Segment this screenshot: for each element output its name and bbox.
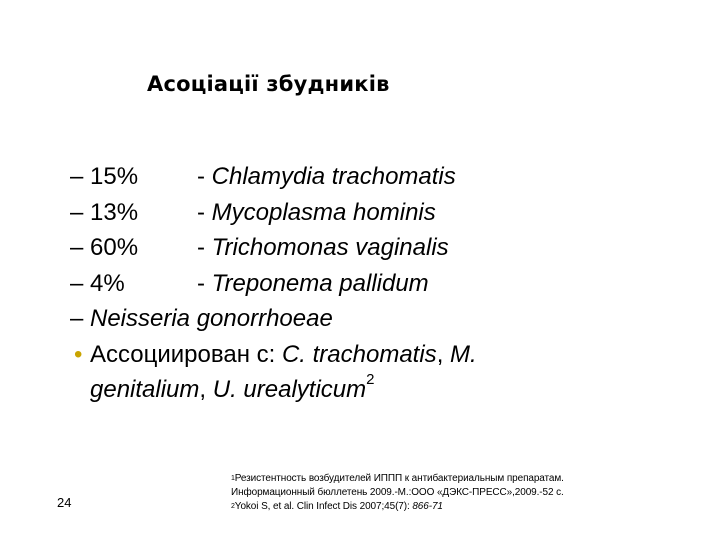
dash-bullet: – <box>70 163 84 190</box>
item-percent: 4% <box>90 269 125 297</box>
item-percent: 15% <box>90 163 139 190</box>
slide-title: Асоціації збудників <box>147 72 390 96</box>
footnote-1-line-1: $^1$Резистентность возбудителей ИППП к антибактериальным препаратам. <box>231 473 564 484</box>
item-organism: - Treponema pallidum <box>197 269 429 297</box>
association-continuation <box>70 372 710 408</box>
list-item <box>70 230 710 266</box>
footnote-ref: 2 <box>366 371 375 388</box>
item-organism: - Trichomonas vaginalis <box>197 234 449 261</box>
pathogen-list <box>70 159 710 408</box>
dash-bullet: – <box>70 305 84 332</box>
list-item <box>70 159 710 195</box>
association-line: Ассоциирован с: C. trachomatis, M. <box>90 340 477 368</box>
association-item <box>70 337 710 373</box>
list-item <box>70 266 710 302</box>
item-organism: - Mycoplasma hominis <box>197 198 436 226</box>
footnote-1-line-2: Информационный бюллетень 2009.-М.:ООО «ДЭКС-ПРЕСС»,2009.-52 с. <box>231 487 564 498</box>
item-percent: 13% <box>90 198 139 226</box>
footnotes <box>231 472 661 514</box>
dash-bullet: – <box>70 234 84 261</box>
list-item <box>70 195 710 231</box>
item-organism: - Chlamydia trachomatis <box>197 163 456 190</box>
list-item <box>70 301 710 337</box>
page-number: 24 <box>57 495 72 510</box>
association-line-2: genitalium, U. urealyticum$^2$ <box>90 371 375 403</box>
footnote-2: $^2$Yokoi S, et al. Clin Infect Dis 2007;45(7): 866-71 <box>231 501 443 512</box>
dash-bullet: – <box>70 269 84 297</box>
dash-bullet: – <box>70 198 84 226</box>
item-percent: 60% <box>90 234 139 261</box>
dot-bullet: • <box>74 340 83 368</box>
neisseria-item: Neisseria gonorrhoeae <box>90 305 333 332</box>
